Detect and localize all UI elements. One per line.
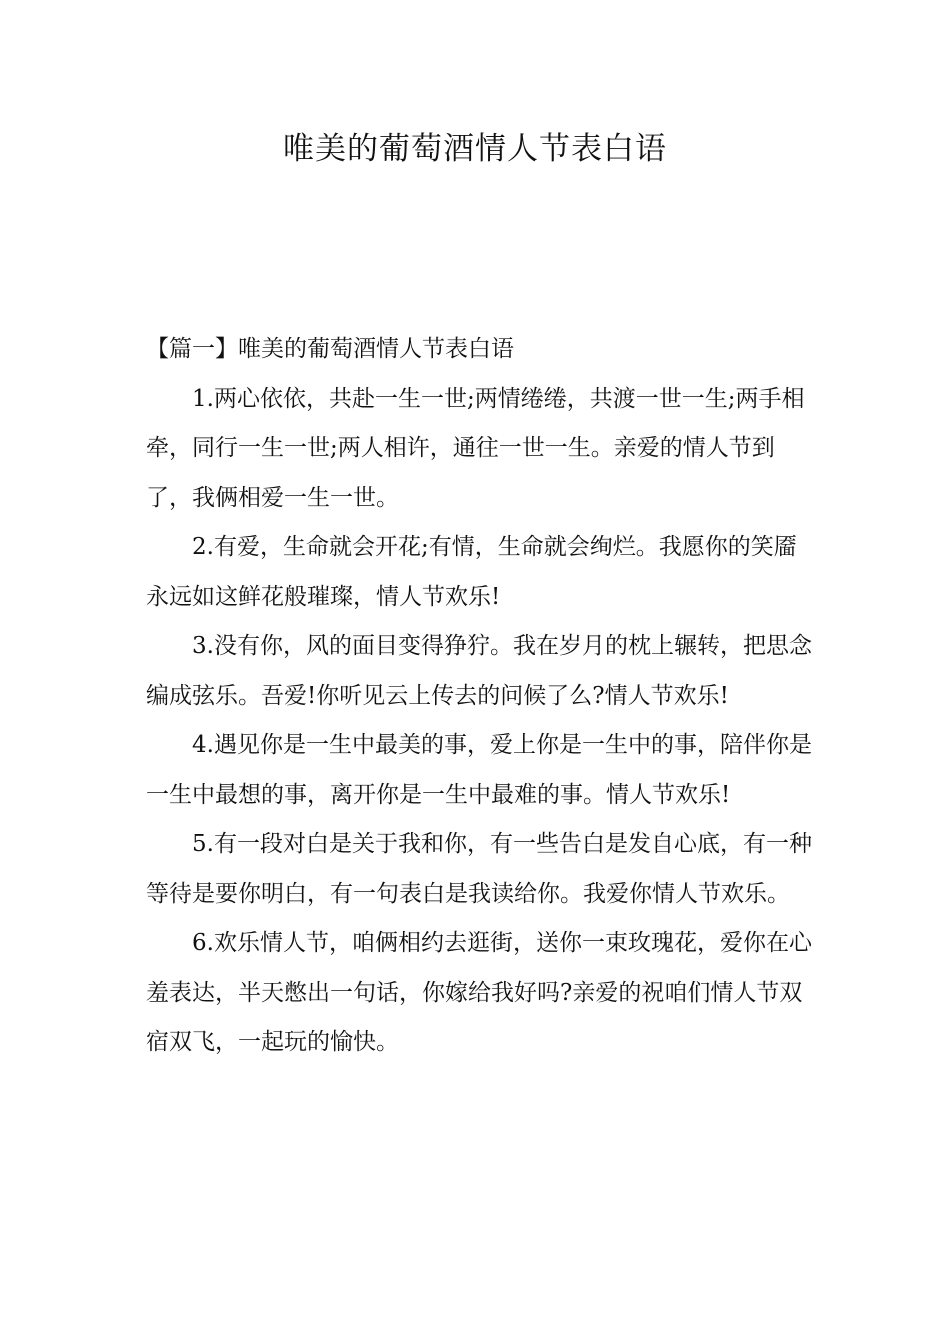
paragraph-5: 5.有一段对白是关于我和你，有一些告白是发自心底，有一种等待是要你明白，有一句表白是我读给你。我爱你情人节欢乐。 (146, 831, 812, 907)
paragraph-4: 4.遇见你是一生中最美的事，爱上你是一生中的事，陪伴你是一生中最想的事，离开你是一生中最难的事。情人节欢乐! (146, 732, 812, 808)
paragraph-6: 6.欢乐情人节，咱俩相约去逛街，送你一束玫瑰花，爱你在心羞表达，半天憋出一句话，你嫁给我好吗?亲爱的祝咱们情人节双宿双飞，一起玩的愉快。 (146, 930, 812, 1055)
document-body (146, 325, 814, 1068)
page-title: 唯美的葡萄酒情人节表白语 (283, 131, 667, 167)
paragraph-1: 1.两心依依，共赴一生一世;两情绻绻，共渡一世一生;两手相牵，同行一生一世;两人相许，通往一世一生。亲爱的情人节到了，我俩相爱一生一世。 (146, 385, 805, 511)
paragraph-3: 3.没有你，风的面目变得狰狞。我在岁月的枕上辗转，把思念编成弦乐。吾爱!你听见云上传去的问候了么?情人节欢乐! (146, 633, 812, 709)
paragraph-2: 2.有爱，生命就会开花;有情，生命就会绚烂。我愿你的笑靥永远如这鲜花般璀璨，情人节欢乐! (146, 534, 797, 610)
section-heading: 【篇一】唯美的葡萄酒情人节表白语 (146, 336, 514, 362)
